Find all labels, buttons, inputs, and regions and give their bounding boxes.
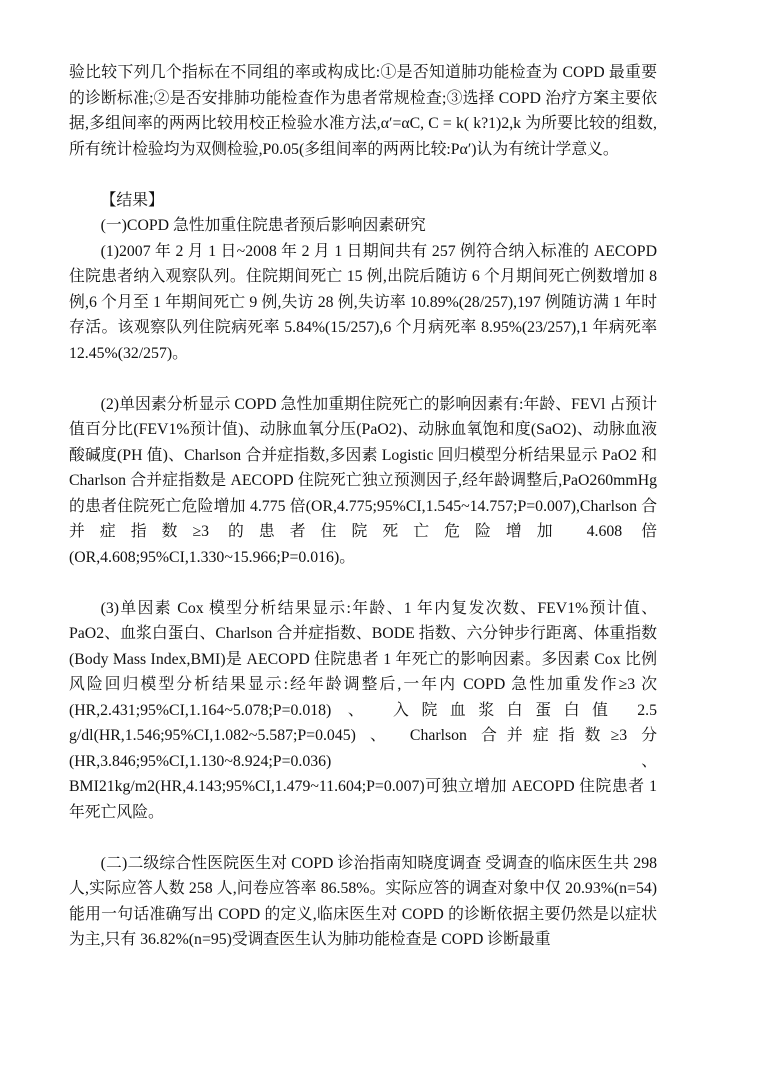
paragraph-cox-model: (3)单因素 Cox 模型分析结果显示:年龄、1 年内复发次数、FEV1%预计值、PaO2、血浆白蛋白、Charlson 合并症指数、BODE 指数、六分钟步行距离、体重指数(Body Mass Index,BMI)是 AECOPD 住院患者 1 年死亡的影响因素。多因素 Cox 比例风险回归模型分析结果显示:经年龄调整后,一年内 COPD 急性加重发作≥3 次(HR,2.431;95%CI,1.164~5.078;P=0.018) 、 入院血浆白蛋白值 2.5 g/dl(HR,1.546;95%CI,1.082~5.587;P=0.045) 、 Charlson 合并症指数≥3 分(HR,3.846;95%CI,1.130~8.924;P=0.036) 、 BMI21kg/m2(HR,4.143;95%CI,1.479~11.604;P=0.007)可独立增加 AECOPD 住院患者 1 年死亡风险。: [69, 599, 657, 821]
section-one-title: (一)COPD 急性加重住院患者预后影响因素研究: [100, 217, 426, 234]
heading-results: 【结果】: [100, 191, 164, 209]
paragraph-methods-continuation: 验比较下列几个指标在不同组的率或构成比:①是否知道肺功能检查为 COPD 最重要的诊断标准;②是否安排肺功能检查作为患者常规检查;③选择 COPD 治疗方案主要依据,多组间率的两两比较用校正检验水准方法,α′=αC, C = k( k?1)2,k 为所要比较的组数,所有统计检验均为双侧检验,P0.05(多组间率的两两比较:Pα′)认为有统计学意义。: [69, 64, 657, 158]
paragraph-cohort-results: (1)2007 年 2 月 1 日~2008 年 2 月 1 日期间共有 257 例符合纳入标准的 AECOPD 住院患者纳入观察队列。住院期间死亡 15 例,出院后随访 6 个月期间死亡例数增加 8 例,6 个月至 1 年期间死亡 9 例,失访 28 例,失访率 10.89%(28/257),197 例随访满 1 年时存活。该观察队列住院病死率 5.84%(15/257),6 个月病死率 8.95%(23/257),1 年病死率 12.45%(32/257)。: [69, 242, 657, 362]
paragraph-survey-results: (二)二级综合性医院医生对 COPD 诊治指南知晓度调查 受调查的临床医生共 298 人,实际应答人数 258 人,问卷应答率 86.58%。实际应答的调查对象中仅 20.93%(n=54)能用一句话准确写出 COPD 的定义,临床医生对 COPD 的诊断依据主要仍然是以症状为主,只有 36.82%(n=95)受调查医生认为肺功能检查是 COPD 诊断最重: [69, 854, 657, 948]
paragraph-univariate-logistic: (2)单因素分析显示 COPD 急性加重期住院死亡的影响因素有:年龄、FEVl 占预计值百分比(FEV1%预计值)、动脉血氧分压(PaO2)、动脉血氧饱和度(SaO2)、动脉血液酸碱度(PH 值)、Charlson 合并症指数,多因素 Logistic 回归模型分析结果显示 PaO2 和 Charlson 合并症指数是 AECOPD 住院死亡独立预测因子,经年龄调整后,PaO260mmHg 的患者住院死亡危险增加 4.775 倍(OR,4.775;95%CI,1.545~14.757;P=0.007),Charlson 合并症指数≥3 的患者住院死亡危险增加 4.608 倍(OR,4.608;95%CI,1.330~15.966;P=0.016)。: [69, 395, 657, 566]
